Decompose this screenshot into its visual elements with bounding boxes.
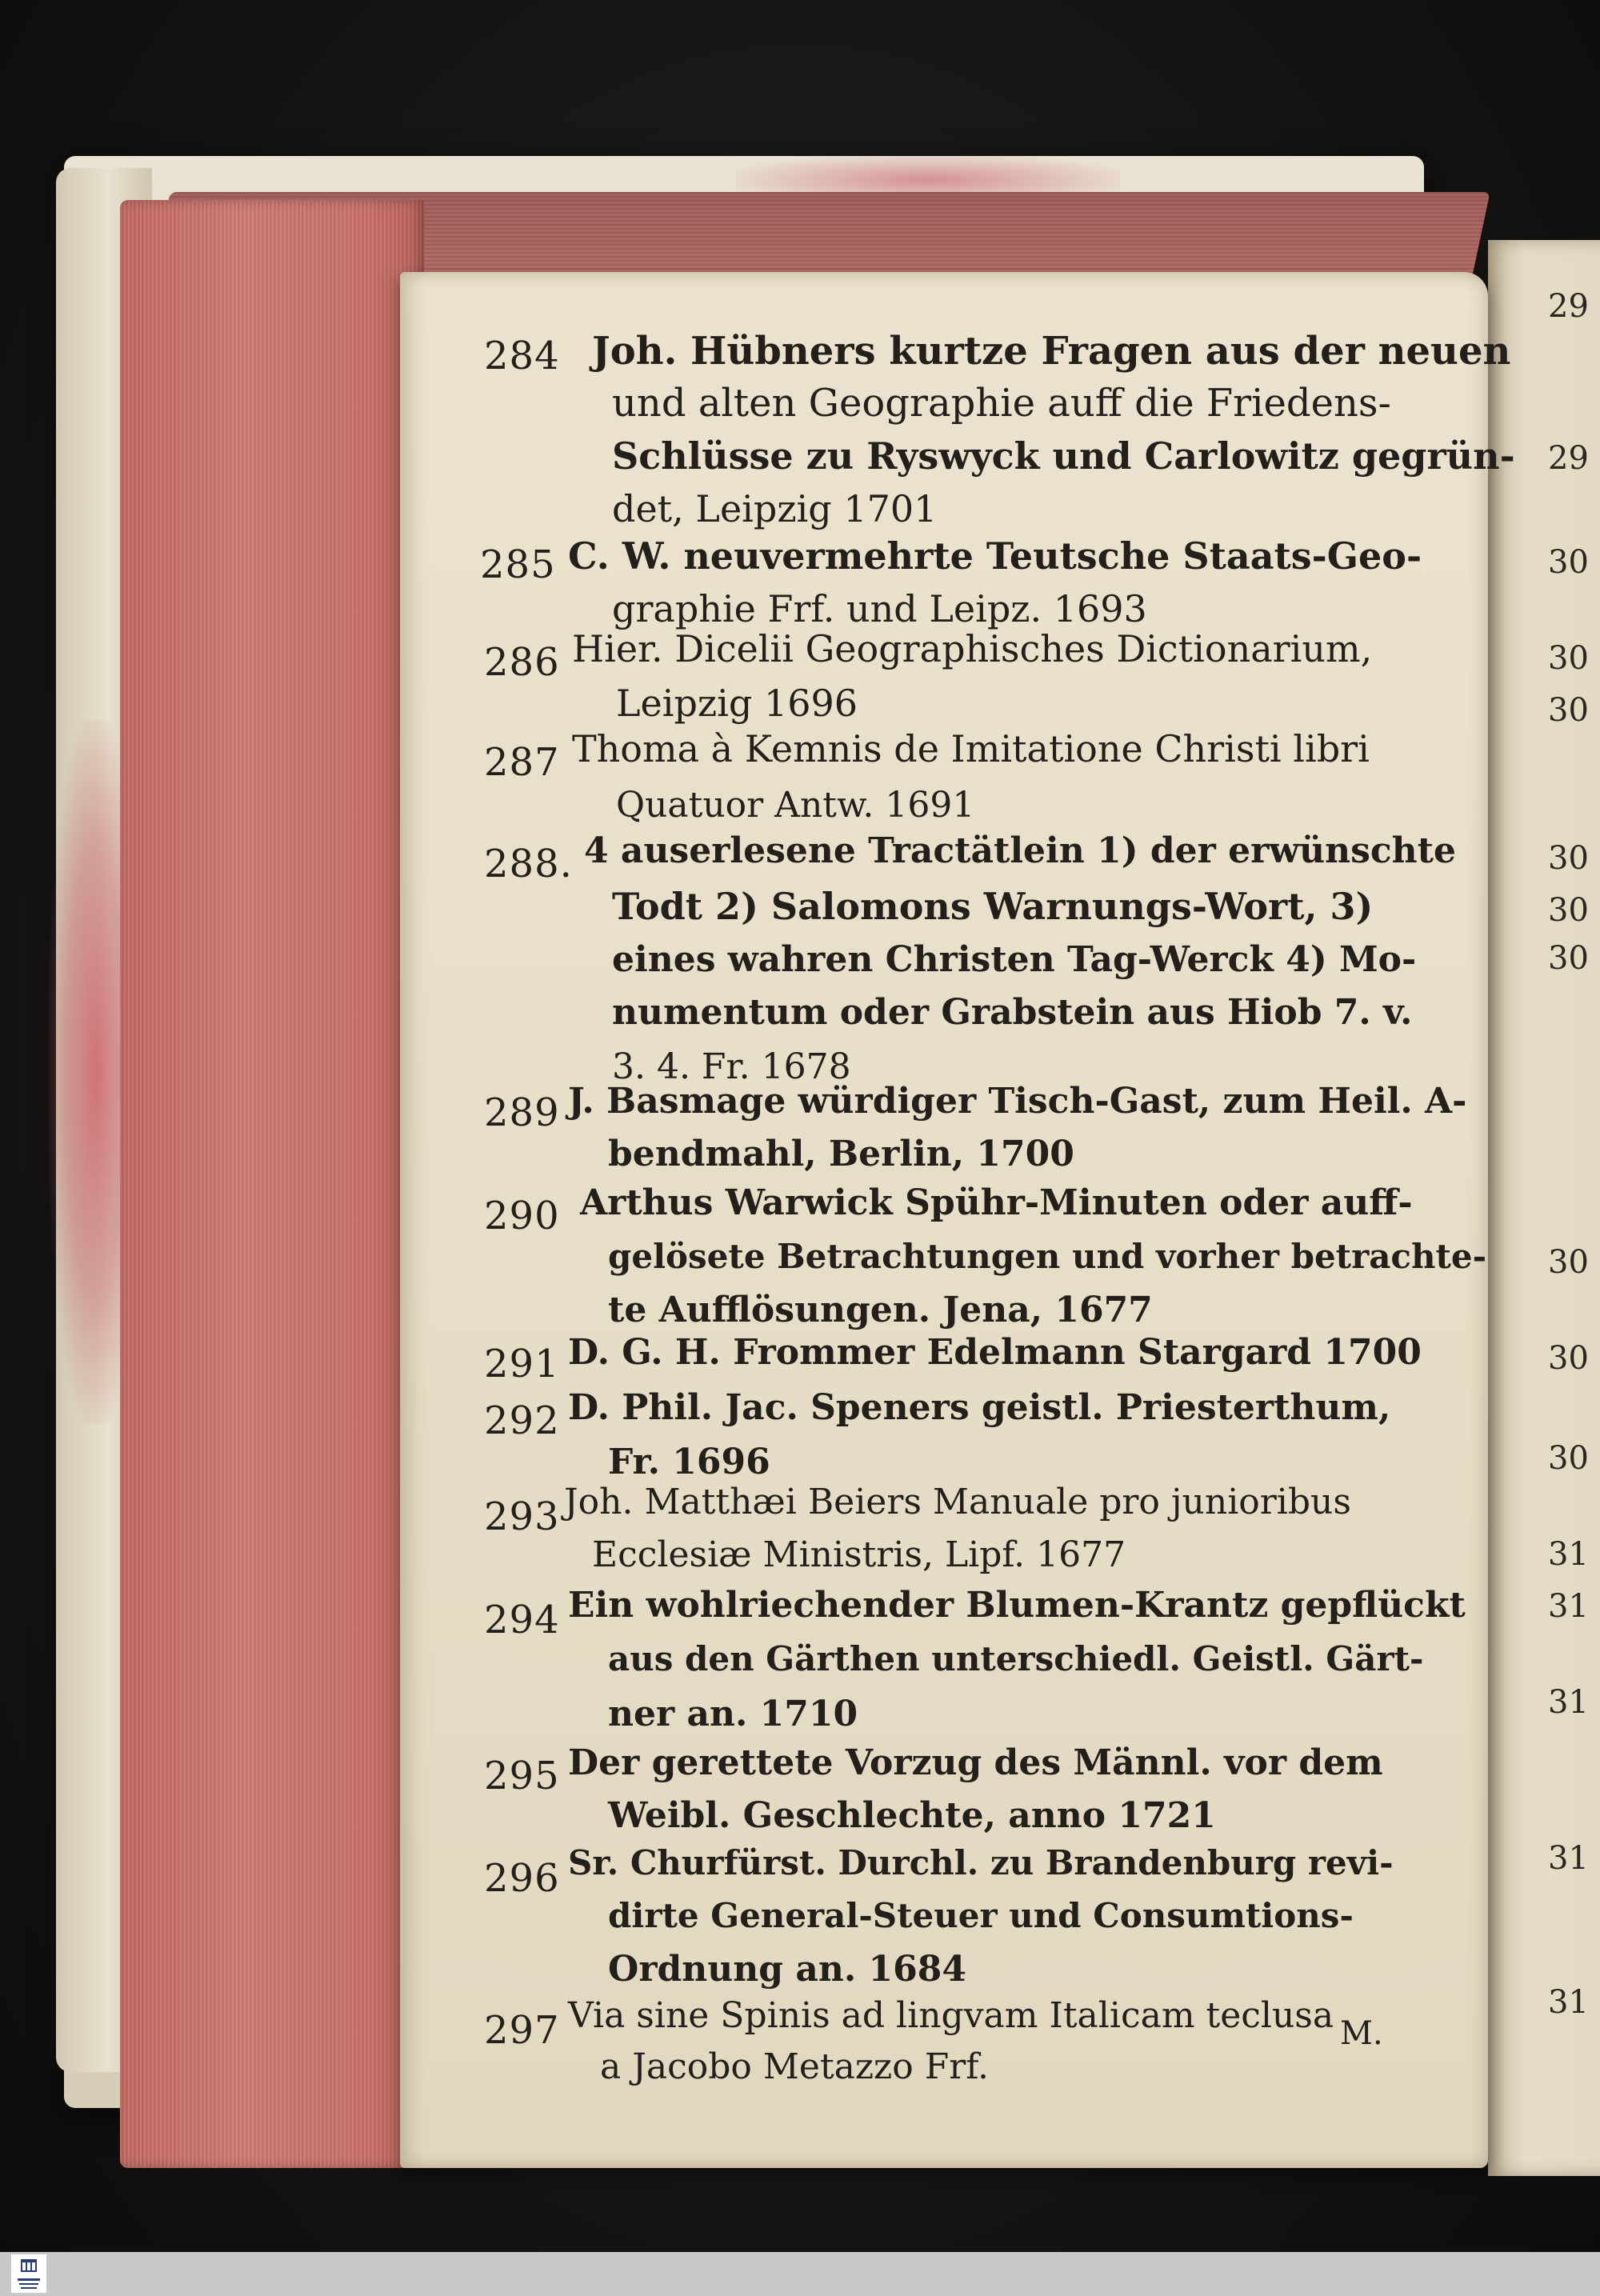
entry-number: 296 (484, 1856, 560, 1901)
facing-page-number: 30 (1548, 892, 1589, 929)
entry-text: Thoma à Kemnis de Imitatione Christi libri (572, 727, 1370, 770)
facing-page-number: 31 (1548, 1684, 1589, 1721)
entry-number: 288. (484, 842, 573, 886)
entry-text: Quatuor Antw. 1691 (616, 785, 975, 826)
entry-number: 287 (484, 740, 560, 785)
facing-page-number: 30 (1548, 1244, 1589, 1281)
entry-text: Der gerettete Vorzug des Männl. vor dem (568, 1742, 1383, 1783)
facing-page-number: 30 (1548, 940, 1589, 977)
entry-text: M. (1340, 2015, 1383, 2052)
entry-text: Joh. Matthæi Beiers Manuale pro junioribus (564, 1482, 1351, 1522)
entry-text: D. G. H. Frommer Edelmann Stargard 1700 (568, 1332, 1422, 1373)
entry-text: Ecclesiæ Ministris, Lipf. 1677 (592, 1534, 1126, 1575)
entry-text: und alten Geographie auff die Friedens- (612, 381, 1391, 426)
entry-text: 4 auserlesene Tractätlein 1) der erwünschte (584, 830, 1456, 871)
facing-page-number: 30 (1548, 840, 1589, 877)
entry-text: Joh. Hübners kurtze Fragen aus der neuen (592, 329, 1511, 374)
entry-text: C. W. neuvermehrte Teutsche Staats-Geo- (568, 534, 1422, 578)
facing-page-number: 29 (1548, 288, 1589, 325)
facing-page-number: 30 (1548, 640, 1589, 677)
entry-text: te Aufflösungen. Jena, 1677 (608, 1290, 1153, 1330)
facing-page-number: 31 (1548, 1536, 1589, 1573)
entry-number: 292 (484, 1398, 560, 1443)
entry-text: Ordnung an. 1684 (608, 1949, 966, 1990)
facing-page-number: 29 (1548, 440, 1589, 477)
facing-page (1488, 240, 1600, 2176)
entry-text: gelösete Betrachtungen und vorher betrachte- (608, 1237, 1487, 1276)
library-logo-icon (11, 2254, 46, 2293)
entry-text: Ein wohlriechender Blumen-Krantz gepflückt (568, 1585, 1466, 1626)
entry-text: Weibl. Geschlechte, anno 1721 (608, 1795, 1216, 1836)
entry-text: Hier. Dicelii Geographisches Dictionarium, (572, 627, 1373, 670)
entry-number: 289 (484, 1090, 560, 1135)
entry-text: dirte General-Steuer und Consumtions- (608, 1896, 1354, 1935)
facing-page-number: 31 (1548, 1840, 1589, 1877)
entry-text: ner an. 1710 (608, 1694, 858, 1734)
entry-number: 290 (484, 1194, 560, 1238)
facing-page-number: 30 (1548, 692, 1589, 729)
entry-text: Todt 2) Salomons Warnungs-Wort, 3) (612, 885, 1374, 928)
entry-number: 293 (484, 1494, 560, 1539)
entry-number: 284 (484, 334, 560, 378)
entry-text: graphie Frf. und Leipz. 1693 (612, 587, 1147, 630)
facing-page-number: 30 (1548, 544, 1589, 581)
entry-text: 3. 4. Fr. 1678 (612, 1046, 851, 1087)
page-block-fore-edge (120, 200, 424, 2168)
entry-text: aus den Gärthen unterschiedl. Geistl. Gärt- (608, 1639, 1424, 1678)
entry-text: J. Basmage würdiger Tisch-Gast, zum Heil. A- (568, 1081, 1467, 1122)
entry-text: Leipzig 1696 (616, 682, 858, 725)
entry-text: Arthus Warwick Spühr-Minuten oder auff- (580, 1182, 1413, 1223)
facing-page-number: 30 (1548, 1340, 1589, 1377)
entry-number: 291 (484, 1342, 560, 1386)
facing-page-number: 30 (1548, 1440, 1589, 1477)
facing-page-number: 31 (1548, 1984, 1589, 2021)
entry-number: 285 (480, 542, 556, 587)
entry-text: eines wahren Christen Tag-Werck 4) Mo- (612, 939, 1417, 980)
entry-text: Sr. Churfürst. Durchl. zu Brandenburg revi- (568, 1843, 1394, 1882)
entry-number: 295 (484, 1754, 560, 1798)
entry-text: det, Leipzig 1701 (612, 487, 938, 530)
entry-text: a Jacobo Metazzo Frf. (600, 2046, 989, 2087)
entry-text: Via sine Spinis ad lingvam Italicam teclusa (568, 1995, 1334, 2036)
facing-page-number: 31 (1548, 1588, 1589, 1625)
entry-text: numentum oder Grabstein aus Hiob 7. v. (612, 992, 1413, 1033)
entry-text: bendmahl, Berlin, 1700 (608, 1134, 1074, 1174)
entry-text: Schlüsse zu Ryswyck und Carlowitz gegrün- (612, 434, 1515, 478)
entry-number: 286 (484, 640, 560, 685)
viewer-footer-bar (0, 2252, 1600, 2296)
entry-number: 297 (484, 2008, 560, 2053)
entry-text: Fr. 1696 (608, 1442, 770, 1482)
entry-number: 294 (484, 1598, 560, 1642)
entry-text: D. Phil. Jac. Speners geistl. Priesterthum, (568, 1387, 1391, 1428)
